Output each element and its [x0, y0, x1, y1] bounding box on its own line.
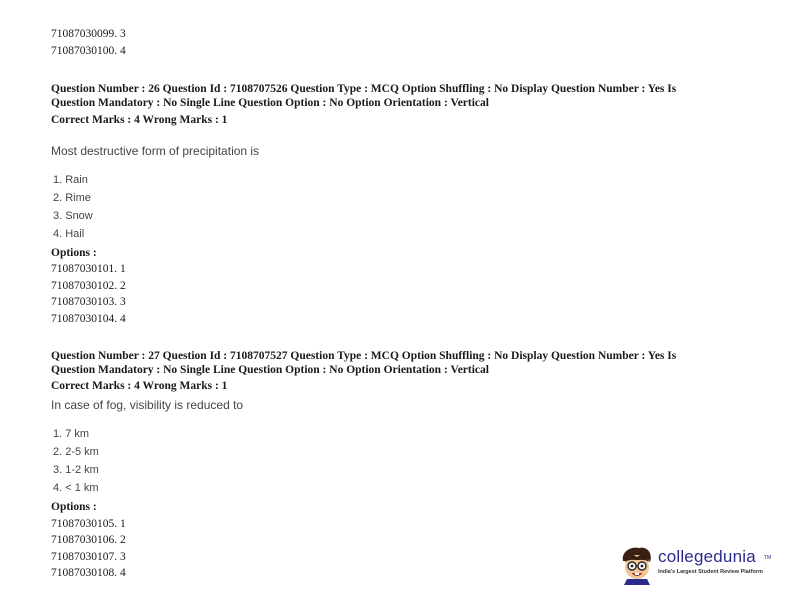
question-text: Most destructive form of precipitation is [51, 144, 260, 158]
choice: 1. Rain [53, 174, 88, 186]
option-id: 71087030106. 2 [51, 534, 126, 546]
logo-name: collegedunia [658, 547, 756, 566]
option-id: 71087030100. 4 [51, 45, 126, 57]
question-meta: Question Mandatory : No Single Line Question Option : No Option Orientation : Vertical [51, 97, 489, 109]
choice: 3. Snow [53, 210, 93, 222]
option-id: 71087030103. 3 [51, 296, 126, 308]
options-label: Options : [51, 247, 97, 259]
question-meta: Question Number : 26 Question Id : 7108707526 Question Type : MCQ Option Shuffling : No Display Question Number : Yes Is [51, 83, 677, 95]
option-id: 71087030108. 4 [51, 567, 126, 579]
question-marks: Correct Marks : 4 Wrong Marks : 1 [51, 114, 228, 126]
question-meta: Question Number : 27 Question Id : 7108707527 Question Type : MCQ Option Shuffling : No Display Question Number : Yes Is [51, 350, 677, 362]
choice: 2. 2-5 km [53, 446, 99, 458]
choice: 2. Rime [53, 192, 91, 204]
logo-trademark: TM [764, 555, 772, 561]
logo-tagline: India's Largest Student Review Platform [658, 569, 763, 575]
option-id: 71087030102. 2 [51, 280, 126, 292]
choice: 4. < 1 km [53, 482, 99, 494]
collegedunia-logo [618, 545, 772, 585]
question-marks: Correct Marks : 4 Wrong Marks : 1 [51, 380, 228, 392]
options-label: Options : [51, 501, 97, 513]
option-id: 71087030105. 1 [51, 518, 126, 530]
student-mascot-icon [618, 545, 656, 585]
question-meta: Question Mandatory : No Single Line Question Option : No Option Orientation : Vertical [51, 364, 489, 376]
option-id: 71087030099. 3 [51, 28, 126, 40]
question-text: In case of fog, visibility is reduced to [51, 398, 244, 412]
option-id: 71087030107. 3 [51, 551, 126, 563]
choice: 4. Hail [53, 228, 85, 240]
option-id: 71087030104. 4 [51, 313, 126, 325]
choice: 3. 1-2 km [53, 464, 99, 476]
choice: 1. 7 km [53, 428, 90, 440]
option-id: 71087030101. 1 [51, 263, 126, 275]
